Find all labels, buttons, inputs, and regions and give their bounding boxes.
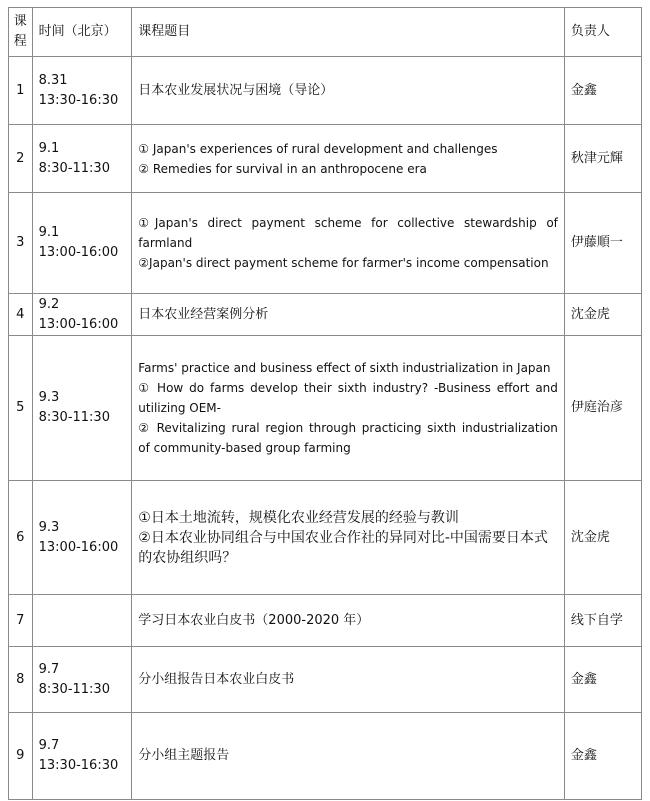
row-number: 2 [9, 125, 33, 193]
row-time [32, 125, 132, 193]
row-topic [132, 125, 565, 193]
row-topic [132, 57, 565, 125]
row-date: 9.2 [38, 296, 60, 312]
header-topic: 课程题目 [132, 8, 565, 57]
row-topic [132, 647, 565, 713]
topic-line: 分小组主题报告 [138, 748, 230, 763]
row-topic [132, 193, 565, 294]
table-row [9, 294, 642, 336]
row-owner: 金鑫 [564, 713, 641, 800]
row-time [32, 57, 132, 125]
row-topic [132, 336, 565, 481]
row-owner: 沈金虎 [564, 294, 641, 336]
topic-line: ①Japan's direct payment scheme for collective stewardship of farmland [138, 216, 558, 250]
row-number: 7 [9, 595, 33, 647]
table-row [9, 57, 642, 125]
topic-line: ② Revitalizing rural region through practicing sixth industrialization of community-based group farming [138, 421, 558, 455]
table-header-row [9, 8, 642, 57]
topic-line: ② Remedies for survival in an anthropocene era [138, 161, 427, 176]
row-hours: 13:00-16:00 [38, 539, 119, 555]
topic-line: 日本农业发展状况与困境（导论） [138, 82, 334, 98]
course-schedule-table [8, 7, 642, 800]
row-time [32, 294, 132, 336]
row-hours: 13:30-16:30 [38, 92, 119, 108]
topic-line: ②Japan's direct payment scheme for farmer's income compensation [138, 256, 549, 270]
row-number: 1 [9, 57, 33, 125]
row-owner: 伊庭治彦 [564, 336, 641, 481]
topic-line: ① Japan's experiences of rural development and challenges [138, 141, 498, 156]
table-row [9, 647, 642, 713]
row-date: 9.7 [38, 661, 60, 677]
row-owner: 秋津元輝 [564, 125, 641, 193]
row-hours: 13:00-16:00 [38, 245, 119, 260]
row-hours: 13:00-16:00 [38, 316, 119, 332]
header-course-number-line2: 程 [13, 34, 27, 49]
topic-line: 学习日本农业白皮书（2000-2020 年） [138, 612, 370, 628]
row-date: 8.31 [38, 72, 68, 88]
header-course-number [9, 8, 33, 57]
row-number: 8 [9, 647, 33, 713]
header-owner: 负责人 [564, 8, 641, 57]
row-owner: 线下自学 [564, 595, 641, 647]
row-time [32, 193, 132, 294]
header-time: 时间（北京） [32, 8, 132, 57]
row-number: 3 [9, 193, 33, 294]
row-owner: 金鑫 [564, 647, 641, 713]
topic-line: ①日本土地流转，规模化农业经营发展的经验与教训 [138, 509, 459, 526]
table-row [9, 713, 642, 800]
row-topic [132, 713, 565, 800]
header-course-number-line1: 课 [13, 14, 27, 29]
table-row [9, 481, 642, 595]
row-hours: 8:30-11:30 [38, 410, 110, 425]
row-hours: 8:30-11:30 [38, 160, 110, 176]
row-owner: 沈金虎 [564, 481, 641, 595]
row-time [32, 336, 132, 481]
topic-line: ②日本农业协同组合与中国农业合作社的异同对比-中国需要日本式的农协组织吗？ [138, 529, 548, 566]
topic-line: ① How do farms develop their sixth industry? -Business effort and utilizing OEM- [138, 381, 558, 415]
table-row [9, 125, 642, 193]
topic-line: 分小组报告日本农业白皮书 [138, 671, 295, 687]
row-number: 4 [9, 294, 33, 336]
row-date: 9.3 [38, 390, 60, 405]
row-hours: 13:30-16:30 [38, 758, 119, 773]
row-date: 9.3 [38, 519, 60, 535]
topic-line: 日本农业经营案例分析 [138, 306, 269, 322]
row-number: 6 [9, 481, 33, 595]
row-time [32, 595, 132, 647]
row-number: 5 [9, 336, 33, 481]
row-topic [132, 595, 565, 647]
row-time [32, 481, 132, 595]
table-row [9, 336, 642, 481]
row-date: 9.7 [38, 738, 60, 753]
table-row [9, 595, 642, 647]
row-owner: 金鑫 [564, 57, 641, 125]
row-topic [132, 481, 565, 595]
row-hours: 8:30-11:30 [38, 681, 110, 697]
row-owner: 伊藤順一 [564, 193, 641, 294]
row-number: 9 [9, 713, 33, 800]
row-date: 9.1 [38, 140, 60, 156]
row-time [32, 713, 132, 800]
topic-line: Farms' practice and business effect of sixth industrialization in Japan [138, 361, 551, 375]
table-row [9, 193, 642, 294]
row-date: 9.1 [38, 225, 60, 240]
row-time [32, 647, 132, 713]
row-topic [132, 294, 565, 336]
